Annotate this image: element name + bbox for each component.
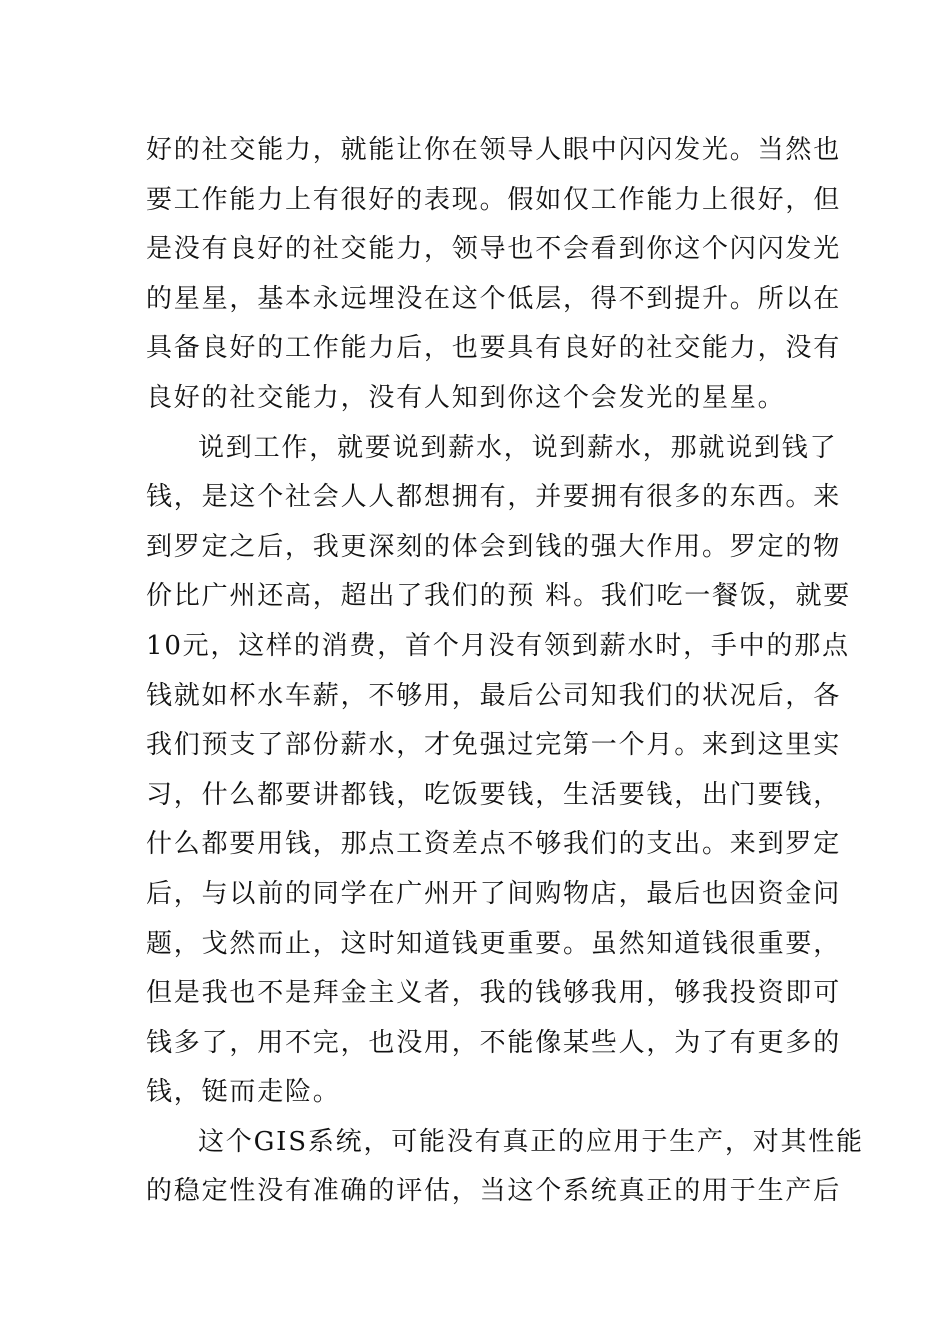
text-line: 但是我也不是拜金主义者，我的钱够我用，够我投资即可 bbox=[146, 978, 842, 1009]
text-line: 的稳定性没有准确的评估，当这个系统真正的用于生产后 bbox=[146, 1176, 842, 1207]
text-line: 的星星，基本永远埋没在这个低层，得不到提升。所以在 bbox=[146, 283, 842, 314]
text-line: 良好的社交能力，没有人知到你这个会发光的星星。 bbox=[146, 382, 786, 413]
text-line: 什么都要用钱，那点工资差点不够我们的支出。来到罗定 bbox=[146, 829, 842, 860]
text-line: 钱，是这个社会人人都想拥有，并要拥有很多的东西。来 bbox=[146, 482, 842, 513]
text-line: 习，什么都要讲都钱，吃饭要钱，生活要钱，出门要钱， bbox=[146, 779, 842, 810]
text-line: 题，戈然而止，这时知道钱更重要。虽然知道钱很重要， bbox=[146, 928, 842, 959]
text-line: 10元，这样的消费，首个月没有领到薪水时，手中的那点 bbox=[146, 630, 850, 661]
text-line: 是没有良好的社交能力，领导也不会看到你这个闪闪发光 bbox=[146, 234, 842, 265]
text-line: 价比广州还高，超出了我们的预 料。我们吃一餐饭，就要 bbox=[146, 581, 852, 612]
body-text bbox=[146, 126, 864, 1217]
text-line: 好的社交能力，就能让你在领导人眼中闪闪发光。当然也 bbox=[146, 135, 842, 165]
text-line: 钱多了，用不完，也没用，不能像某些人，为了有更多的 bbox=[146, 1027, 842, 1058]
text-line: 钱就如杯水车薪，不够用，最后公司知我们的状况后，各 bbox=[146, 680, 842, 711]
paragraph-start-line: 说到工作，就要说到薪水，说到薪水，那就说到钱了 bbox=[198, 432, 838, 463]
text-line: 钱，铤而走险。 bbox=[146, 1077, 341, 1108]
text-line: 后，与以前的同学在广州开了间购物店，最后也因资金问 bbox=[146, 878, 842, 909]
text-line: 具备良好的工作能力后，也要具有良好的社交能力，没有 bbox=[146, 333, 842, 364]
text-line: 到罗定之后，我更深刻的体会到钱的强大作用。罗定的物 bbox=[146, 531, 842, 562]
text-line: 要工作能力上有很好的表现。假如仅工作能力上很好，但 bbox=[146, 184, 842, 215]
paragraph-start-line: 这个GIS系统，可能没有真正的应用于生产，对其性能 bbox=[198, 1126, 864, 1157]
text-line: 我们预支了部份薪水，才免强过完第一个月。来到这里实 bbox=[146, 730, 842, 761]
